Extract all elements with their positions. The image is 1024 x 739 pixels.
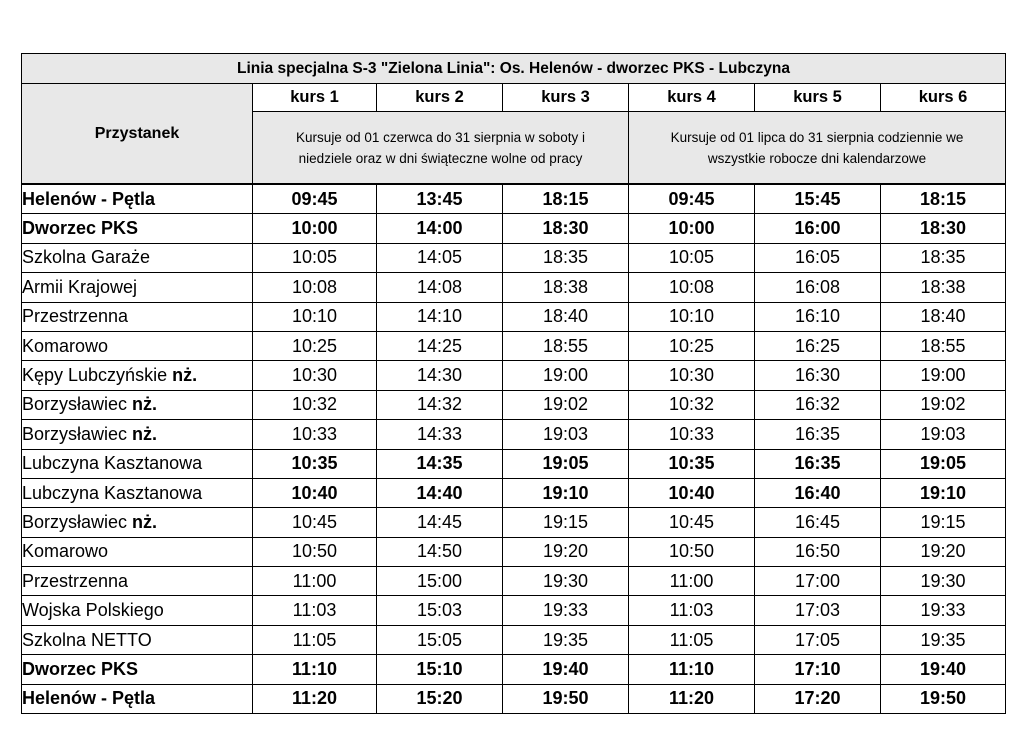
table-row	[22, 184, 1006, 214]
departure-time: 15:45	[755, 184, 881, 214]
departure-time: 17:00	[755, 567, 881, 596]
departure-time: 10:35	[253, 449, 377, 478]
stop-name	[22, 243, 253, 272]
stop-name	[22, 655, 253, 684]
departure-time: 18:55	[503, 331, 629, 360]
departure-time: 16:45	[755, 508, 881, 537]
departure-time: 10:50	[629, 537, 755, 566]
departure-time: 10:30	[253, 361, 377, 390]
departure-time: 10:10	[629, 302, 755, 331]
table-row	[22, 537, 1006, 566]
departure-time: 14:30	[377, 361, 503, 390]
departure-time: 19:03	[881, 420, 1006, 449]
note-line: wszystkie robocze dni kalendarzowe	[707, 150, 927, 166]
departure-time: 17:20	[755, 684, 881, 713]
departure-time: 11:03	[253, 596, 377, 625]
stop-name-text: Borzysławiec	[22, 394, 133, 415]
table-row	[22, 390, 1006, 419]
departure-time: 14:50	[377, 537, 503, 566]
departure-time: 17:03	[755, 596, 881, 625]
departure-time: 19:10	[503, 478, 629, 507]
departure-time: 10:00	[629, 214, 755, 243]
departure-time: 19:50	[881, 684, 1006, 713]
departure-time: 18:35	[503, 243, 629, 272]
table-row	[22, 478, 1006, 507]
note-line: Kursuje od 01 lipca do 31 sierpnia codziennie we	[670, 129, 964, 145]
stop-name	[22, 184, 253, 214]
departure-time: 18:38	[881, 273, 1006, 302]
stop-name	[22, 390, 253, 419]
timetable-title: Linia specjalna S-3 "Zielona Linia": Os. Helenów - dworzec PKS - Lubczyna	[22, 54, 1006, 84]
stop-name	[22, 508, 253, 537]
departure-time: 10:50	[253, 537, 377, 566]
on-request-stop-suffix: nż.	[132, 423, 158, 444]
departure-time: 18:38	[503, 273, 629, 302]
departure-time: 19:20	[881, 537, 1006, 566]
departure-time: 16:10	[755, 302, 881, 331]
departure-time: 10:00	[253, 214, 377, 243]
departure-time: 19:50	[503, 684, 629, 713]
departure-time: 15:20	[377, 684, 503, 713]
departure-time: 11:10	[253, 655, 377, 684]
departure-time: 09:45	[629, 184, 755, 214]
departure-time: 14:45	[377, 508, 503, 537]
stop-name	[22, 625, 253, 654]
departure-time: 14:33	[377, 420, 503, 449]
course-header: kurs 6	[881, 84, 1006, 112]
departure-time: 18:40	[881, 302, 1006, 331]
stop-name-text: Borzysławiec	[22, 511, 133, 532]
table-row	[22, 302, 1006, 331]
departure-time: 17:10	[755, 655, 881, 684]
departure-time: 10:33	[629, 420, 755, 449]
departure-time: 19:00	[503, 361, 629, 390]
table-row	[22, 625, 1006, 654]
departure-time: 18:15	[881, 184, 1006, 214]
table-row	[22, 243, 1006, 272]
departure-time: 16:25	[755, 331, 881, 360]
table-row	[22, 596, 1006, 625]
departure-time: 19:15	[503, 508, 629, 537]
departure-time: 19:35	[503, 625, 629, 654]
departure-time: 18:30	[881, 214, 1006, 243]
stop-name-text: Helenów - Pętla	[22, 688, 156, 709]
departure-time: 17:05	[755, 625, 881, 654]
stop-name	[22, 331, 253, 360]
stop-name-text: Dworzec PKS	[22, 658, 139, 679]
stop-name	[22, 567, 253, 596]
departure-time: 11:05	[629, 625, 755, 654]
departure-time: 19:15	[881, 508, 1006, 537]
stop-name	[22, 273, 253, 302]
departure-time: 16:32	[755, 390, 881, 419]
departure-time: 16:08	[755, 273, 881, 302]
departure-time: 15:00	[377, 567, 503, 596]
stop-name	[22, 684, 253, 713]
departure-time: 16:50	[755, 537, 881, 566]
departure-time: 10:35	[629, 449, 755, 478]
departure-time: 14:05	[377, 243, 503, 272]
stop-name-text: Przestrzenna	[22, 570, 129, 591]
departure-time: 09:45	[253, 184, 377, 214]
stop-name	[22, 361, 253, 390]
departure-time: 10:40	[629, 478, 755, 507]
departure-time: 10:05	[253, 243, 377, 272]
departure-time: 11:03	[629, 596, 755, 625]
departure-time: 19:05	[503, 449, 629, 478]
stop-name	[22, 537, 253, 566]
stop-name	[22, 302, 253, 331]
stop-name-text: Szkolna NETTO	[22, 629, 152, 650]
timetable	[21, 53, 1006, 714]
on-request-stop-suffix: nż.	[172, 365, 198, 386]
table-row	[22, 214, 1006, 243]
stop-name-text: Komarowo	[22, 541, 109, 562]
departure-time: 16:00	[755, 214, 881, 243]
stop-name-text: Borzysławiec	[22, 423, 133, 444]
departure-time: 10:45	[253, 508, 377, 537]
stop-name-text: Wojska Polskiego	[22, 600, 164, 621]
departure-time: 18:30	[503, 214, 629, 243]
departure-time: 19:00	[881, 361, 1006, 390]
departure-time: 19:30	[881, 567, 1006, 596]
departure-time: 10:40	[253, 478, 377, 507]
course-header: kurs 4	[629, 84, 755, 112]
departure-time: 15:03	[377, 596, 503, 625]
note-line: Kursuje od 01 czerwca do 31 sierpnia w soboty i	[296, 129, 585, 145]
departure-time: 11:05	[253, 625, 377, 654]
departure-time: 14:00	[377, 214, 503, 243]
departure-time: 16:05	[755, 243, 881, 272]
departure-time: 19:02	[503, 390, 629, 419]
table-row	[22, 508, 1006, 537]
departure-time: 11:00	[253, 567, 377, 596]
departure-time: 15:10	[377, 655, 503, 684]
departure-time: 19:10	[881, 478, 1006, 507]
stop-name	[22, 420, 253, 449]
stop-name-text: Lubczyna Kasztanowa	[22, 482, 203, 503]
table-row	[22, 273, 1006, 302]
course-header: kurs 3	[503, 84, 629, 112]
departure-time: 10:32	[253, 390, 377, 419]
departure-time: 18:40	[503, 302, 629, 331]
departure-time: 10:30	[629, 361, 755, 390]
table-row	[22, 449, 1006, 478]
departure-time: 16:30	[755, 361, 881, 390]
departure-time: 14:32	[377, 390, 503, 419]
departure-time: 14:08	[377, 273, 503, 302]
departure-time: 18:55	[881, 331, 1006, 360]
departure-time: 19:40	[503, 655, 629, 684]
departure-time: 14:25	[377, 331, 503, 360]
table-row	[22, 655, 1006, 684]
departure-time: 10:45	[629, 508, 755, 537]
course-header: kurs 1	[253, 84, 377, 112]
stop-name	[22, 449, 253, 478]
stop-name-text: Lubczyna Kasztanowa	[22, 453, 203, 474]
departure-time: 11:20	[629, 684, 755, 713]
departure-time: 14:10	[377, 302, 503, 331]
departure-time: 19:30	[503, 567, 629, 596]
stop-name-text: Komarowo	[22, 335, 109, 356]
schedule-note-daily	[629, 112, 1006, 185]
departure-time: 10:25	[253, 331, 377, 360]
departure-time: 19:02	[881, 390, 1006, 419]
departure-time: 19:20	[503, 537, 629, 566]
departure-time: 16:35	[755, 449, 881, 478]
stop-name	[22, 214, 253, 243]
departure-time: 19:33	[503, 596, 629, 625]
departure-time: 10:25	[629, 331, 755, 360]
departure-time: 10:08	[629, 273, 755, 302]
departure-time: 19:40	[881, 655, 1006, 684]
departure-time: 15:05	[377, 625, 503, 654]
departure-time: 10:05	[629, 243, 755, 272]
stop-column-header: Przystanek	[22, 84, 253, 185]
table-row	[22, 331, 1006, 360]
departure-time: 19:33	[881, 596, 1006, 625]
departure-time: 14:40	[377, 478, 503, 507]
departure-time: 16:35	[755, 420, 881, 449]
on-request-stop-suffix: nż.	[132, 511, 158, 532]
table-row	[22, 567, 1006, 596]
departure-time: 11:20	[253, 684, 377, 713]
departure-time: 18:15	[503, 184, 629, 214]
table-row	[22, 361, 1006, 390]
table-row	[22, 684, 1006, 713]
stop-name-text: Szkolna Garaże	[22, 247, 151, 268]
departure-time: 11:00	[629, 567, 755, 596]
departure-time: 19:35	[881, 625, 1006, 654]
departure-time: 10:10	[253, 302, 377, 331]
departure-time: 19:05	[881, 449, 1006, 478]
stop-name-text: Dworzec PKS	[22, 218, 139, 239]
on-request-stop-suffix: nż.	[132, 394, 158, 415]
departure-time: 14:35	[377, 449, 503, 478]
departure-time: 10:33	[253, 420, 377, 449]
departure-time: 19:03	[503, 420, 629, 449]
departure-time: 13:45	[377, 184, 503, 214]
course-header: kurs 2	[377, 84, 503, 112]
stop-name-text: Helenów - Pętla	[22, 188, 156, 209]
departure-time: 18:35	[881, 243, 1006, 272]
note-line: niedziele oraz w dni świąteczne wolne od pracy	[298, 150, 583, 166]
departure-time: 11:10	[629, 655, 755, 684]
table-row	[22, 420, 1006, 449]
stop-name-text: Armii Krajowej	[22, 276, 138, 297]
stop-name	[22, 478, 253, 507]
stop-name-text: Kępy Lubczyńskie	[22, 365, 173, 386]
stop-name	[22, 596, 253, 625]
stop-name-text: Przestrzenna	[22, 306, 129, 327]
departure-time: 10:32	[629, 390, 755, 419]
schedule-note-weekend	[253, 112, 629, 185]
departure-time: 16:40	[755, 478, 881, 507]
course-header: kurs 5	[755, 84, 881, 112]
departure-time: 10:08	[253, 273, 377, 302]
